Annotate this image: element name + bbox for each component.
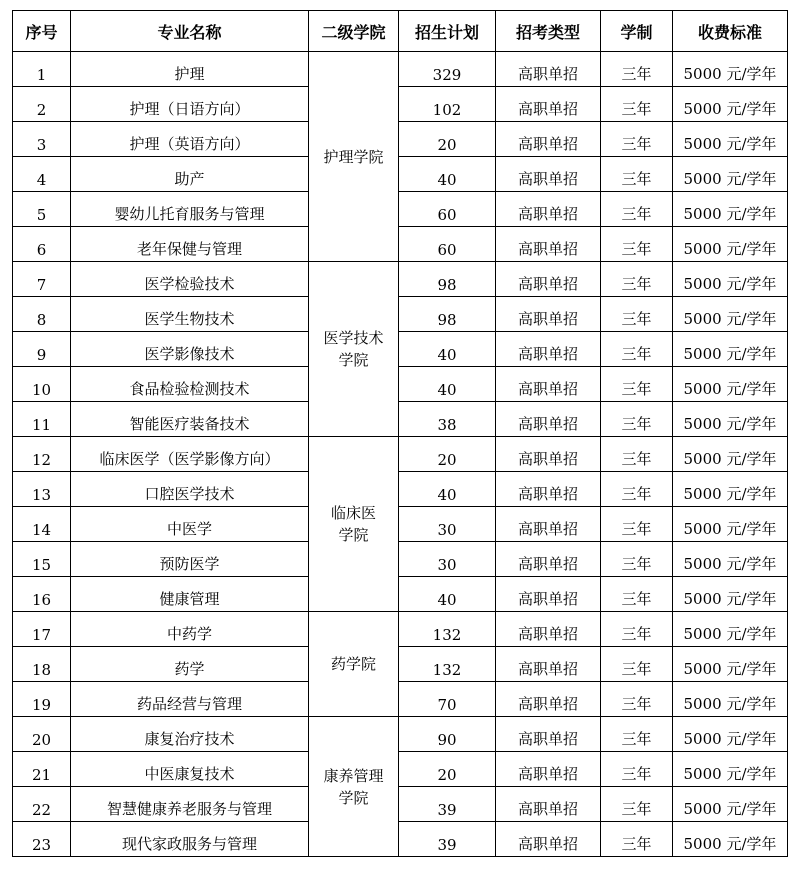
duration-cell: 三年: [601, 122, 673, 157]
table-row: [13, 717, 788, 752]
major-name-cell: 护理（英语方向）: [71, 122, 309, 157]
fee-cell: 5000 元/学年: [673, 402, 788, 437]
row-number-cell: 8: [13, 297, 71, 332]
row-number-cell: 2: [13, 87, 71, 122]
college-name-line: 医学技术: [323, 329, 384, 347]
row-number-cell: 13: [13, 472, 71, 507]
major-name-cell: 药品经营与管理: [71, 682, 309, 717]
table-row: [13, 87, 788, 122]
table-row: [13, 542, 788, 577]
major-name-cell: 医学生物技术: [71, 297, 309, 332]
enrollment-plan-cell: 20: [399, 752, 496, 787]
table-row: [13, 52, 788, 87]
table-row: [13, 157, 788, 192]
header-cell: 收费标准: [673, 11, 788, 52]
major-name-cell: 中医康复技术: [71, 752, 309, 787]
duration-cell: 三年: [601, 192, 673, 227]
duration-cell: 三年: [601, 402, 673, 437]
duration-cell: 三年: [601, 752, 673, 787]
college-cell: [309, 612, 399, 717]
exam-type-cell: 高职单招: [496, 612, 601, 647]
exam-type-cell: 高职单招: [496, 227, 601, 262]
college-name-line: 学院: [338, 351, 369, 369]
major-name-cell: 口腔医学技术: [71, 472, 309, 507]
fee-cell: 5000 元/学年: [673, 682, 788, 717]
table-row: [13, 822, 788, 857]
duration-cell: 三年: [601, 367, 673, 402]
table-row: [13, 262, 788, 297]
fee-cell: 5000 元/学年: [673, 647, 788, 682]
row-number-cell: 11: [13, 402, 71, 437]
header-cell: 招生计划: [399, 11, 496, 52]
row-number-cell: 18: [13, 647, 71, 682]
row-number-cell: 10: [13, 367, 71, 402]
enrollment-plan-cell: 329: [399, 52, 496, 87]
enrollment-plan-cell: 98: [399, 297, 496, 332]
major-name-cell: 医学检验技术: [71, 262, 309, 297]
major-name-cell: 食品检验检测技术: [71, 367, 309, 402]
major-name-cell: 智慧健康养老服务与管理: [71, 787, 309, 822]
exam-type-cell: 高职单招: [496, 332, 601, 367]
exam-type-cell: 高职单招: [496, 822, 601, 857]
exam-type-cell: 高职单招: [496, 262, 601, 297]
table-body: [13, 52, 788, 857]
fee-cell: 5000 元/学年: [673, 577, 788, 612]
duration-cell: 三年: [601, 647, 673, 682]
enrollment-plan-cell: 39: [399, 822, 496, 857]
table-row: [13, 367, 788, 402]
enrollment-plan-cell: 102: [399, 87, 496, 122]
row-number-cell: 9: [13, 332, 71, 367]
enrollment-plan-cell: 98: [399, 262, 496, 297]
exam-type-cell: 高职单招: [496, 542, 601, 577]
header-cell: 二级学院: [309, 11, 399, 52]
college-name-line: 学院: [338, 788, 369, 807]
table-row: [13, 437, 788, 472]
duration-cell: 三年: [601, 87, 673, 122]
enrollment-plan-cell: 90: [399, 717, 496, 752]
table-row: [13, 192, 788, 227]
college-cell: [309, 437, 399, 612]
enrollment-plan-cell: 40: [399, 332, 496, 367]
header-cell: 招考类型: [496, 11, 601, 52]
enrollment-plan-cell: 30: [399, 507, 496, 542]
duration-cell: 三年: [601, 227, 673, 262]
fee-cell: 5000 元/学年: [673, 542, 788, 577]
row-number-cell: 7: [13, 262, 71, 297]
enrollment-plan-cell: 40: [399, 577, 496, 612]
fee-cell: 5000 元/学年: [673, 437, 788, 472]
exam-type-cell: 高职单招: [496, 437, 601, 472]
major-name-cell: 护理: [71, 52, 309, 87]
fee-cell: 5000 元/学年: [673, 157, 788, 192]
fee-cell: 5000 元/学年: [673, 752, 788, 787]
table-row: [13, 787, 788, 822]
fee-cell: 5000 元/学年: [673, 367, 788, 402]
major-name-cell: 现代家政服务与管理: [71, 822, 309, 857]
table-row: [13, 472, 788, 507]
row-number-cell: 19: [13, 682, 71, 717]
row-number-cell: 15: [13, 542, 71, 577]
college-name-line: 康养管理: [323, 766, 384, 785]
fee-cell: 5000 元/学年: [673, 787, 788, 822]
duration-cell: 三年: [601, 507, 673, 542]
table-row: [13, 507, 788, 542]
table-header-row: [13, 11, 788, 52]
exam-type-cell: 高职单招: [496, 402, 601, 437]
duration-cell: 三年: [601, 577, 673, 612]
major-name-cell: 中医学: [71, 507, 309, 542]
row-number-cell: 22: [13, 787, 71, 822]
fee-cell: 5000 元/学年: [673, 192, 788, 227]
college-name-line: 药学院: [330, 655, 376, 673]
row-number-cell: 16: [13, 577, 71, 612]
fee-cell: 5000 元/学年: [673, 717, 788, 752]
fee-cell: 5000 元/学年: [673, 87, 788, 122]
enrollment-plan-cell: 60: [399, 227, 496, 262]
row-number-cell: 17: [13, 612, 71, 647]
major-name-cell: 健康管理: [71, 577, 309, 612]
table-row: [13, 612, 788, 647]
table-row: [13, 752, 788, 787]
exam-type-cell: 高职单招: [496, 52, 601, 87]
fee-cell: 5000 元/学年: [673, 297, 788, 332]
enrollment-plan-cell: 30: [399, 542, 496, 577]
exam-type-cell: 高职单招: [496, 192, 601, 227]
duration-cell: 三年: [601, 787, 673, 822]
fee-cell: 5000 元/学年: [673, 472, 788, 507]
enrollment-table-wrapper: [12, 10, 788, 857]
enrollment-plan-cell: 60: [399, 192, 496, 227]
table-row: [13, 297, 788, 332]
major-name-cell: 老年保健与管理: [71, 227, 309, 262]
enrollment-plan-cell: 70: [399, 682, 496, 717]
exam-type-cell: 高职单招: [496, 367, 601, 402]
major-name-cell: 康复治疗技术: [71, 717, 309, 752]
duration-cell: 三年: [601, 612, 673, 647]
major-name-cell: 预防医学: [71, 542, 309, 577]
row-number-cell: 21: [13, 752, 71, 787]
row-number-cell: 12: [13, 437, 71, 472]
college-cell: [309, 262, 399, 437]
college-cell: [309, 52, 399, 262]
row-number-cell: 1: [13, 52, 71, 87]
college-name-line: 护理学院: [323, 147, 384, 166]
duration-cell: 三年: [601, 472, 673, 507]
fee-cell: 5000 元/学年: [673, 612, 788, 647]
fee-cell: 5000 元/学年: [673, 122, 788, 157]
row-number-cell: 3: [13, 122, 71, 157]
fee-cell: 5000 元/学年: [673, 262, 788, 297]
row-number-cell: 20: [13, 717, 71, 752]
duration-cell: 三年: [601, 542, 673, 577]
major-name-cell: 药学: [71, 647, 309, 682]
major-name-cell: 护理（日语方向）: [71, 87, 309, 122]
duration-cell: 三年: [601, 437, 673, 472]
college-name-line: 临床医: [330, 504, 376, 522]
major-name-cell: 临床医学（医学影像方向）: [71, 437, 309, 472]
fee-cell: 5000 元/学年: [673, 332, 788, 367]
fee-cell: 5000 元/学年: [673, 52, 788, 87]
fee-cell: 5000 元/学年: [673, 507, 788, 542]
enrollment-table: [12, 10, 788, 857]
enrollment-plan-cell: 40: [399, 157, 496, 192]
row-number-cell: 4: [13, 157, 71, 192]
table-row: [13, 647, 788, 682]
enrollment-plan-cell: 20: [399, 122, 496, 157]
exam-type-cell: 高职单招: [496, 647, 601, 682]
duration-cell: 三年: [601, 157, 673, 192]
duration-cell: 三年: [601, 822, 673, 857]
table-row: [13, 332, 788, 367]
row-number-cell: 5: [13, 192, 71, 227]
major-name-cell: 中药学: [71, 612, 309, 647]
exam-type-cell: 高职单招: [496, 87, 601, 122]
enrollment-plan-cell: 39: [399, 787, 496, 822]
duration-cell: 三年: [601, 297, 673, 332]
fee-cell: 5000 元/学年: [673, 227, 788, 262]
duration-cell: 三年: [601, 682, 673, 717]
major-name-cell: 助产: [71, 157, 309, 192]
exam-type-cell: 高职单招: [496, 682, 601, 717]
exam-type-cell: 高职单招: [496, 507, 601, 542]
exam-type-cell: 高职单招: [496, 122, 601, 157]
exam-type-cell: 高职单招: [496, 787, 601, 822]
row-number-cell: 14: [13, 507, 71, 542]
row-number-cell: 6: [13, 227, 71, 262]
exam-type-cell: 高职单招: [496, 297, 601, 332]
exam-type-cell: 高职单招: [496, 577, 601, 612]
duration-cell: 三年: [601, 717, 673, 752]
duration-cell: 三年: [601, 262, 673, 297]
duration-cell: 三年: [601, 332, 673, 367]
table-row: [13, 402, 788, 437]
enrollment-plan-cell: 40: [399, 472, 496, 507]
major-name-cell: 医学影像技术: [71, 332, 309, 367]
enrollment-plan-cell: 132: [399, 612, 496, 647]
table-row: [13, 122, 788, 157]
header-cell: 序号: [13, 11, 71, 52]
header-cell: 专业名称: [71, 11, 309, 52]
college-cell: [309, 717, 399, 857]
exam-type-cell: 高职单招: [496, 472, 601, 507]
exam-type-cell: 高职单招: [496, 717, 601, 752]
table-row: [13, 227, 788, 262]
enrollment-plan-cell: 38: [399, 402, 496, 437]
table-row: [13, 577, 788, 612]
major-name-cell: 婴幼儿托育服务与管理: [71, 192, 309, 227]
duration-cell: 三年: [601, 52, 673, 87]
college-name-line: 学院: [338, 526, 369, 544]
enrollment-plan-cell: 40: [399, 367, 496, 402]
exam-type-cell: 高职单招: [496, 157, 601, 192]
enrollment-plan-cell: 20: [399, 437, 496, 472]
enrollment-plan-cell: 132: [399, 647, 496, 682]
row-number-cell: 23: [13, 822, 71, 857]
table-row: [13, 682, 788, 717]
header-cell: 学制: [601, 11, 673, 52]
major-name-cell: 智能医疗装备技术: [71, 402, 309, 437]
fee-cell: 5000 元/学年: [673, 822, 788, 857]
exam-type-cell: 高职单招: [496, 752, 601, 787]
